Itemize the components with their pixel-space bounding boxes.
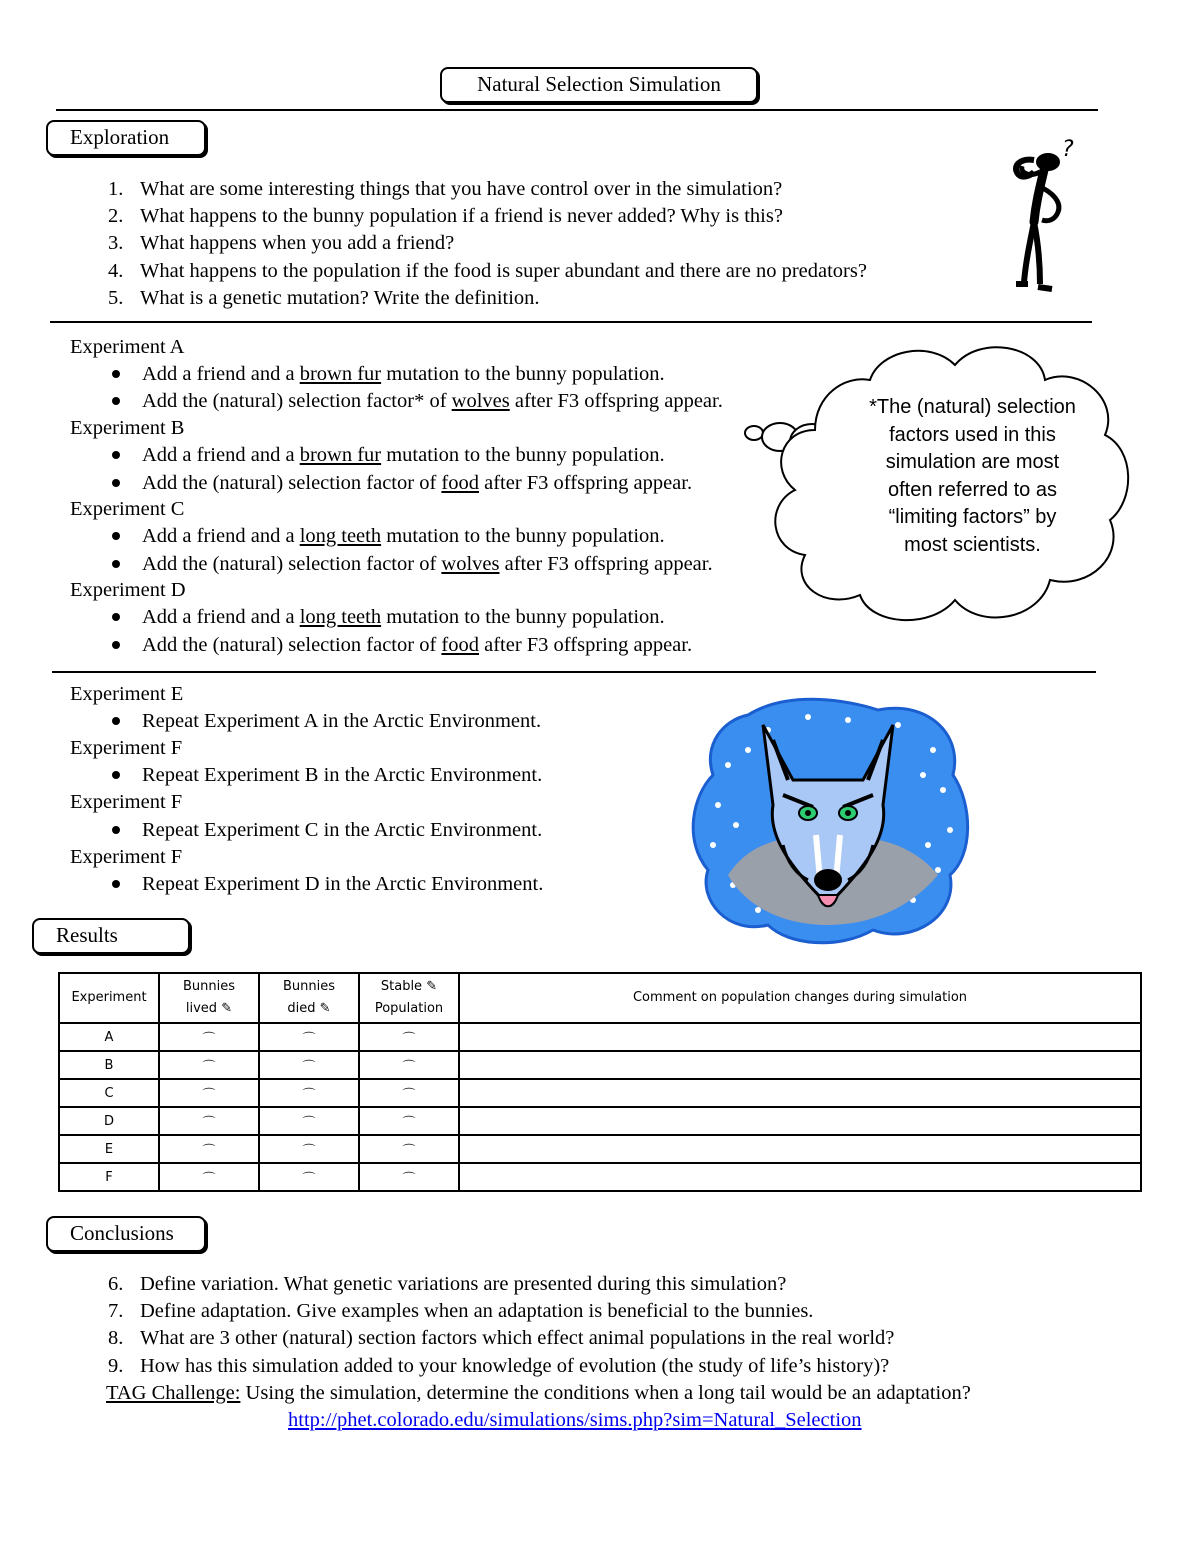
underlined-term: wolves: [441, 553, 500, 575]
checkbox-pen-icon: ✎: [426, 979, 438, 994]
question-text: Define adaptation. Give examples when an adaptation is beneficial to the bunnies.: [140, 1300, 814, 1322]
experiments-divider: [52, 671, 1096, 673]
checkbox-pen-icon: ✎: [319, 1001, 331, 1016]
challenge-label: TAG Challenge:: [106, 1382, 241, 1404]
experiment-title: Experiment B: [70, 417, 185, 439]
question-number: 3.: [108, 232, 124, 254]
bullet-item: [142, 442, 665, 468]
header-line: died: [287, 1001, 316, 1016]
lived-cell[interactable]: [159, 1135, 259, 1163]
simulation-link-row: [288, 1407, 862, 1433]
bullet-item: [142, 817, 542, 843]
header-bunnies-lived: [159, 973, 259, 1023]
checkmark-icon: ⌒: [402, 1087, 416, 1103]
exploration-label-text: Exploration: [70, 125, 170, 149]
question-6: [108, 1271, 786, 1297]
page-title: [440, 67, 758, 103]
row-label: E: [59, 1135, 159, 1163]
question-7: [108, 1298, 813, 1324]
bullet-item: [142, 551, 713, 577]
bullet-text: mutation to the bunny population.: [381, 525, 665, 547]
bullet-text: Add the (natural) selection factor of: [142, 472, 442, 494]
checkmark-icon: ⌒: [402, 1143, 416, 1159]
underlined-term: food: [441, 634, 479, 656]
bullet-icon: [112, 451, 120, 459]
question-text: What happens to the bunny population if a friend is never added? Why is this?: [140, 205, 783, 227]
stable-cell[interactable]: [359, 1107, 459, 1135]
died-cell[interactable]: [259, 1079, 359, 1107]
bullet-item: [142, 523, 665, 549]
bubble-line: simulation are most: [885, 451, 1060, 473]
checkmark-icon: ⌒: [402, 1115, 416, 1131]
died-cell[interactable]: [259, 1107, 359, 1135]
underlined-term: wolves: [451, 390, 510, 412]
bullet-icon: [112, 613, 120, 621]
checkmark-icon: ⌒: [302, 1143, 316, 1159]
bullet-text: Add a friend and a: [142, 606, 300, 628]
bullet-text: Repeat Experiment A in the Arctic Environment.: [142, 710, 542, 732]
died-cell[interactable]: [259, 1051, 359, 1079]
bullet-text: Repeat Experiment C in the Arctic Environment.: [142, 819, 543, 841]
experiment-title: Experiment A: [70, 336, 185, 358]
header-line: lived: [185, 1001, 218, 1016]
checkmark-icon: ⌒: [302, 1059, 316, 1075]
header-bunnies-died: [259, 973, 359, 1023]
header-stable-population: [359, 973, 459, 1023]
question-number: 4.: [108, 260, 124, 282]
stable-cell[interactable]: [359, 1051, 459, 1079]
bullet-icon: [112, 771, 120, 779]
checkmark-icon: ⌒: [202, 1115, 216, 1131]
bullet-text: mutation to the bunny population.: [381, 363, 665, 385]
simulation-link[interactable]: http://phet.colorado.edu/simulations/sims.php?sim=Natural_Selection: [288, 1409, 862, 1431]
lived-cell[interactable]: [159, 1051, 259, 1079]
lived-cell[interactable]: [159, 1079, 259, 1107]
row-label: D: [59, 1107, 159, 1135]
checkmark-icon: ⌒: [202, 1059, 216, 1075]
bullet-item: [142, 388, 723, 414]
exploration-divider: [50, 321, 1092, 323]
bullet-item: [142, 708, 541, 734]
question-text: What is a genetic mutation? Write the definition.: [140, 287, 540, 309]
question-text: Define variation. What genetic variations are presented during this simulation?: [140, 1273, 787, 1295]
comment-cell[interactable]: [459, 1163, 1141, 1191]
question-text: What are 3 other (natural) section factors which effect animal populations in the real world?: [140, 1327, 895, 1349]
comment-cell[interactable]: [459, 1107, 1141, 1135]
header-line: Stable: [380, 979, 423, 994]
header-experiment: Experiment: [59, 973, 159, 1023]
table-row: [59, 1107, 1141, 1135]
lived-cell[interactable]: [159, 1107, 259, 1135]
page-title-text: Natural Selection Simulation: [477, 72, 721, 96]
bullet-item: [142, 361, 665, 387]
question-number: 8.: [108, 1327, 124, 1349]
bullet-icon: [112, 641, 120, 649]
experiment-title: Experiment C: [70, 498, 185, 520]
bullet-text: Add a friend and a: [142, 525, 300, 547]
underlined-term: brown fur: [299, 444, 382, 466]
tag-challenge: [106, 1380, 971, 1406]
bullet-text: Add the (natural) selection factor of: [142, 634, 442, 656]
table-row: [59, 1163, 1141, 1191]
bullet-icon: [112, 560, 120, 568]
lived-cell[interactable]: [159, 1023, 259, 1051]
question-3: [108, 230, 454, 256]
bubble-line: most scientists.: [904, 533, 1041, 556]
svg-text:?: ?: [1062, 137, 1074, 162]
thought-bubble-text: [840, 394, 1105, 559]
question-5: [108, 285, 540, 311]
bullet-text: mutation to the bunny population.: [381, 606, 665, 628]
lived-cell[interactable]: [159, 1163, 259, 1191]
wolf-icon: [688, 695, 973, 945]
table-row: [59, 1051, 1141, 1079]
comment-cell[interactable]: [459, 1079, 1141, 1107]
conclusions-label: [46, 1216, 206, 1252]
bullet-icon: [112, 479, 120, 487]
challenge-text: Using the simulation, determine the conditions when a long tail would be an adaptation?: [240, 1382, 971, 1404]
bullet-text: after F3 offspring appear.: [499, 553, 713, 575]
checkmark-icon: ⌒: [202, 1087, 216, 1103]
experiment-title: Experiment F: [70, 791, 183, 813]
question-number: 6.: [108, 1273, 124, 1295]
checkmark-icon: ⌒: [402, 1031, 416, 1047]
bullet-icon: [112, 880, 120, 888]
checkmark-icon: ⌒: [302, 1087, 316, 1103]
row-label: A: [59, 1023, 159, 1051]
question-number: 5.: [108, 287, 124, 309]
underlined-term: brown fur: [299, 363, 382, 385]
bullet-text: after F3 offspring appear.: [509, 390, 723, 412]
bullet-item: [142, 604, 665, 630]
results-label: [32, 918, 190, 954]
bullet-text: after F3 offspring appear.: [478, 472, 693, 494]
comment-cell[interactable]: [459, 1135, 1141, 1163]
question-text: What are some interesting things that you have control over in the simulation?: [140, 178, 783, 200]
table-header-row: [59, 973, 1141, 1023]
stable-cell[interactable]: [359, 1079, 459, 1107]
stable-cell[interactable]: [359, 1023, 459, 1051]
question-2: [108, 203, 783, 229]
stable-cell[interactable]: [359, 1163, 459, 1191]
question-4: [108, 258, 867, 284]
comment-cell[interactable]: [459, 1051, 1141, 1079]
question-text: What happens when you add a friend?: [140, 232, 455, 254]
question-1: [108, 176, 782, 202]
question-number: 7.: [108, 1300, 124, 1322]
bullet-icon: [112, 826, 120, 834]
question-number: 1.: [108, 178, 124, 200]
results-label-text: Results: [56, 923, 118, 947]
bullet-text: Repeat Experiment B in the Arctic Environment.: [142, 764, 543, 786]
bullet-item: [142, 632, 692, 658]
bullet-item: [142, 762, 542, 788]
bubble-line: “limiting factors” by: [888, 506, 1057, 528]
bubble-line: often referred to as: [888, 478, 1057, 501]
underlined-term: long teeth: [299, 606, 382, 628]
experiment-title: Experiment E: [70, 683, 184, 705]
checkmark-icon: ⌒: [302, 1031, 316, 1047]
title-divider: [56, 109, 1098, 111]
died-cell[interactable]: [259, 1023, 359, 1051]
bullet-item: [142, 470, 692, 496]
checkmark-icon: ⌒: [302, 1115, 316, 1131]
died-cell[interactable]: [259, 1163, 359, 1191]
results-table: [58, 972, 1142, 1192]
checkmark-icon: ⌒: [402, 1059, 416, 1075]
bullet-text: mutation to the bunny population.: [381, 444, 665, 466]
exploration-label: [46, 120, 206, 156]
header-line: Bunnies: [182, 979, 236, 994]
checkmark-icon: ⌒: [302, 1171, 316, 1187]
experiment-title: Experiment F: [70, 846, 183, 868]
table-row: [59, 1079, 1141, 1107]
question-8: [108, 1325, 894, 1351]
header-line: Bunnies: [282, 979, 336, 994]
header-comment: Comment on population changes during simulation: [459, 973, 1141, 1023]
bubble-line: *The (natural) selection: [869, 396, 1076, 418]
experiment-title: Experiment D: [70, 579, 186, 601]
died-cell[interactable]: [259, 1135, 359, 1163]
row-label: B: [59, 1051, 159, 1079]
experiment-title: Experiment F: [70, 737, 183, 759]
question-number: 9.: [108, 1355, 124, 1377]
stable-cell[interactable]: [359, 1135, 459, 1163]
bullet-item: [142, 871, 543, 897]
underlined-term: long teeth: [299, 525, 382, 547]
row-label: F: [59, 1163, 159, 1191]
bullet-text: Add the (natural) selection factor of: [142, 553, 442, 575]
question-text: What happens to the population if the food is super abundant and there are no predators?: [140, 260, 867, 282]
question-number: 2.: [108, 205, 124, 227]
question-text: How has this simulation added to your knowledge of evolution (the study of life’s history)?: [140, 1355, 890, 1377]
bullet-text: Add the (natural) selection factor* of: [142, 390, 452, 412]
header-line: Population: [374, 1001, 444, 1016]
bullet-text: Add a friend and a: [142, 444, 300, 466]
thinking-figure-icon: [1000, 132, 1088, 302]
row-label: C: [59, 1079, 159, 1107]
comment-cell[interactable]: [459, 1023, 1141, 1051]
checkmark-icon: ⌒: [402, 1171, 416, 1187]
underlined-term: food: [441, 472, 479, 494]
checkmark-icon: ⌒: [202, 1171, 216, 1187]
bullet-text: Add a friend and a: [142, 363, 300, 385]
table-row: [59, 1023, 1141, 1051]
bullet-icon: [112, 370, 120, 378]
question-9: [108, 1353, 889, 1379]
conclusions-label-text: Conclusions: [70, 1221, 174, 1245]
checkmark-icon: ⌒: [202, 1143, 216, 1159]
table-row: [59, 1135, 1141, 1163]
bubble-line: factors used in this: [889, 423, 1056, 446]
bullet-icon: [112, 397, 120, 405]
bullet-text: Repeat Experiment D in the Arctic Environment.: [142, 873, 544, 895]
checkmark-icon: ⌒: [202, 1031, 216, 1047]
bullet-text: after F3 offspring appear.: [478, 634, 693, 656]
bullet-icon: [112, 717, 120, 725]
bullet-icon: [112, 532, 120, 540]
checkbox-pen-icon: ✎: [221, 1001, 233, 1016]
